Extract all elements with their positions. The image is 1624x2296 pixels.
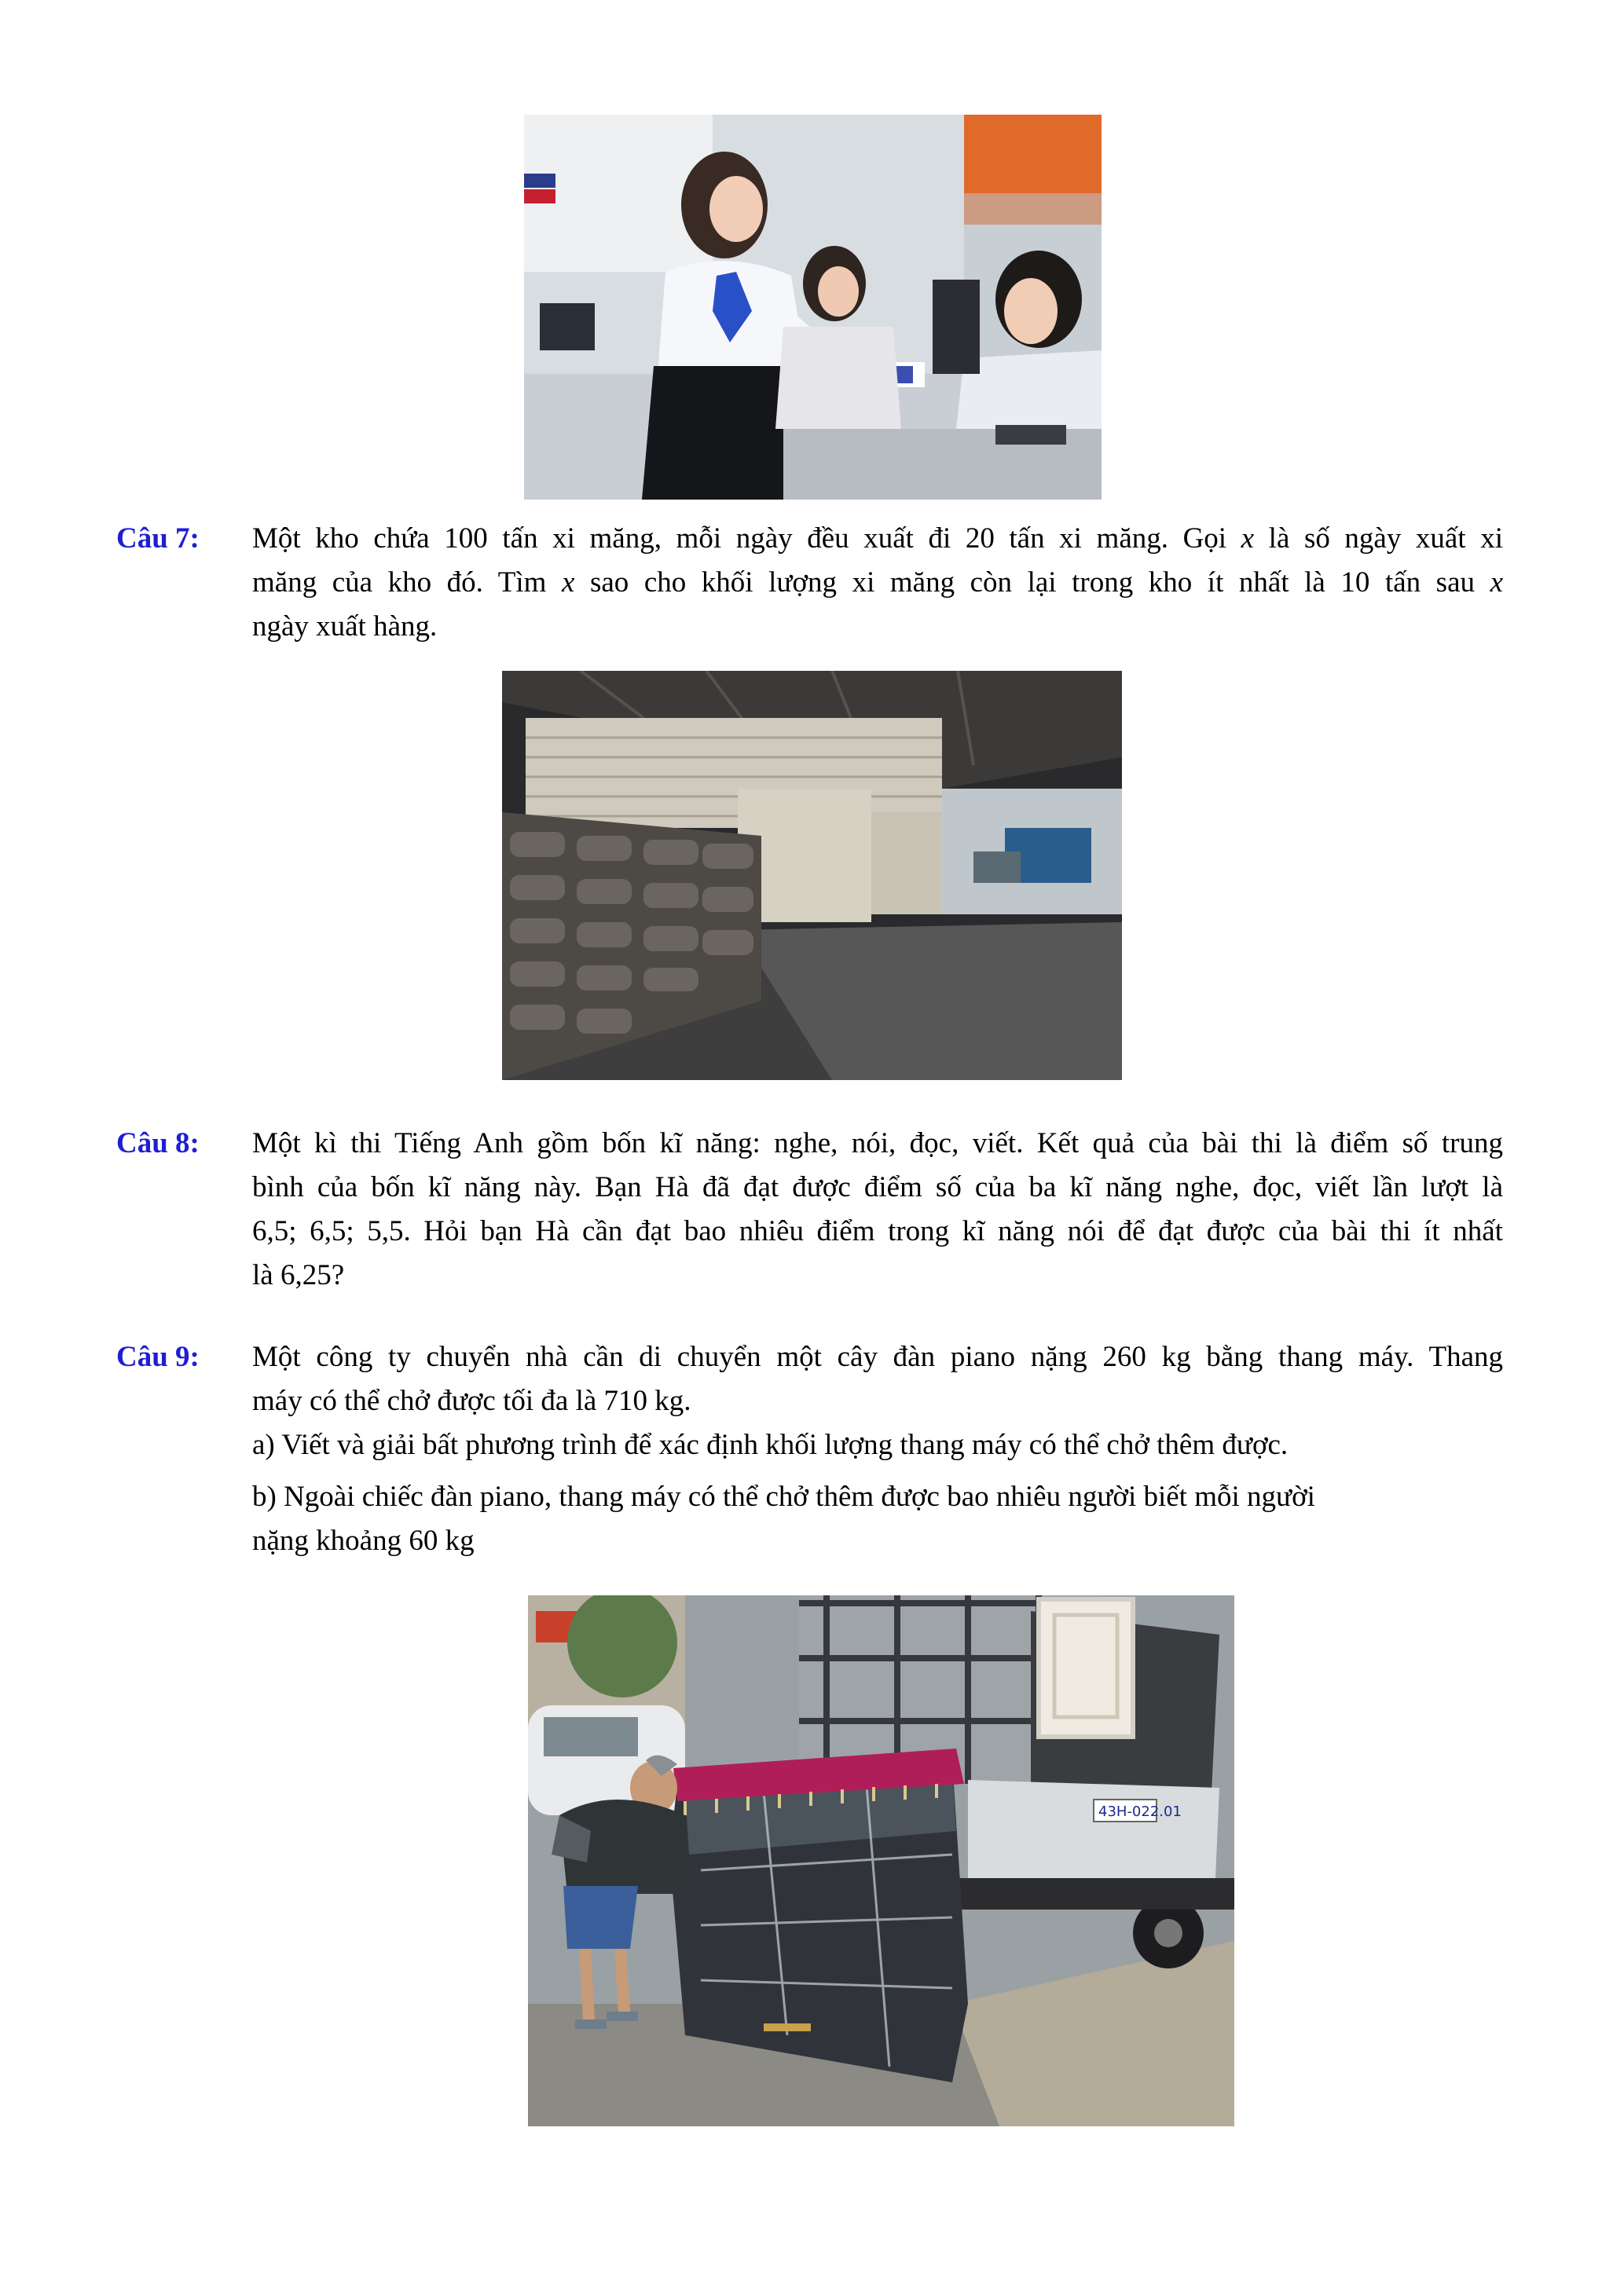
bank-counter-photo	[524, 115, 1102, 500]
question-7-label: Câu 7:	[116, 522, 200, 555]
question-8-line-2: bình của bốn kĩ năng này. Bạn Hà đã đạt được điểm số của ba kĩ năng nghe, đọc, viết lần lượt là	[252, 1171, 1503, 1203]
piano-truck-photo	[528, 1595, 1234, 2126]
variable-x: x	[562, 566, 575, 599]
question-9-part-a: a) Viết và giải bất phương trình để xác định khối lượng thang máy có thể chở thêm được.	[252, 1429, 1289, 1461]
question-9-part-b-line-2: nặng khoảng 60 kg	[252, 1525, 475, 1557]
cement-warehouse-photo	[502, 671, 1122, 1080]
question-8-line-1: Một kì thi Tiếng Anh gồm bốn kĩ năng: nghe, nói, đọc, viết. Kết quả của bài thi là điểm số trung	[252, 1127, 1503, 1159]
question-9-label: Câu 9:	[116, 1341, 200, 1373]
question-8-line-3: 6,5; 6,5; 5,5. Hỏi bạn Hà cần đạt bao nhiêu điểm trong kĩ năng nói để đạt được của bài thi ít nhất	[252, 1215, 1503, 1247]
variable-x: x	[1490, 566, 1503, 599]
variable-x: x	[1241, 522, 1255, 555]
question-7-text	[252, 517, 1503, 649]
question-9-part-b-line-1: b) Ngoài chiếc đàn piano, thang máy có thể chở thêm được bao nhiêu người biết mỗi người	[252, 1481, 1315, 1513]
question-7-line-1: Một kho chứa 100 tấn xi măng, mỗi ngày đều xuất đi 20 tấn xi măng. Gọi x là số ngày xuất xi	[252, 522, 1503, 555]
question-9-text	[252, 1335, 1503, 1563]
question-7-line-3: ngày xuất hàng.	[252, 610, 438, 643]
question-8-text	[252, 1122, 1503, 1298]
truck-plate: 43H-022.01	[1098, 1803, 1182, 1820]
question-8-line-4: là 6,25?	[252, 1259, 345, 1291]
question-8-label: Câu 8:	[116, 1127, 200, 1159]
question-9-line-2: máy có thể chở được tối đa là 710 kg.	[252, 1385, 691, 1417]
question-7-line-2: măng của kho đó. Tìm x sao cho khối lượng xi măng còn lại trong kho ít nhất là 10 tấn sau x	[252, 566, 1503, 599]
question-9-line-1: Một công ty chuyển nhà cần di chuyển một cây đàn piano nặng 260 kg bằng thang máy. Thang	[252, 1341, 1503, 1373]
